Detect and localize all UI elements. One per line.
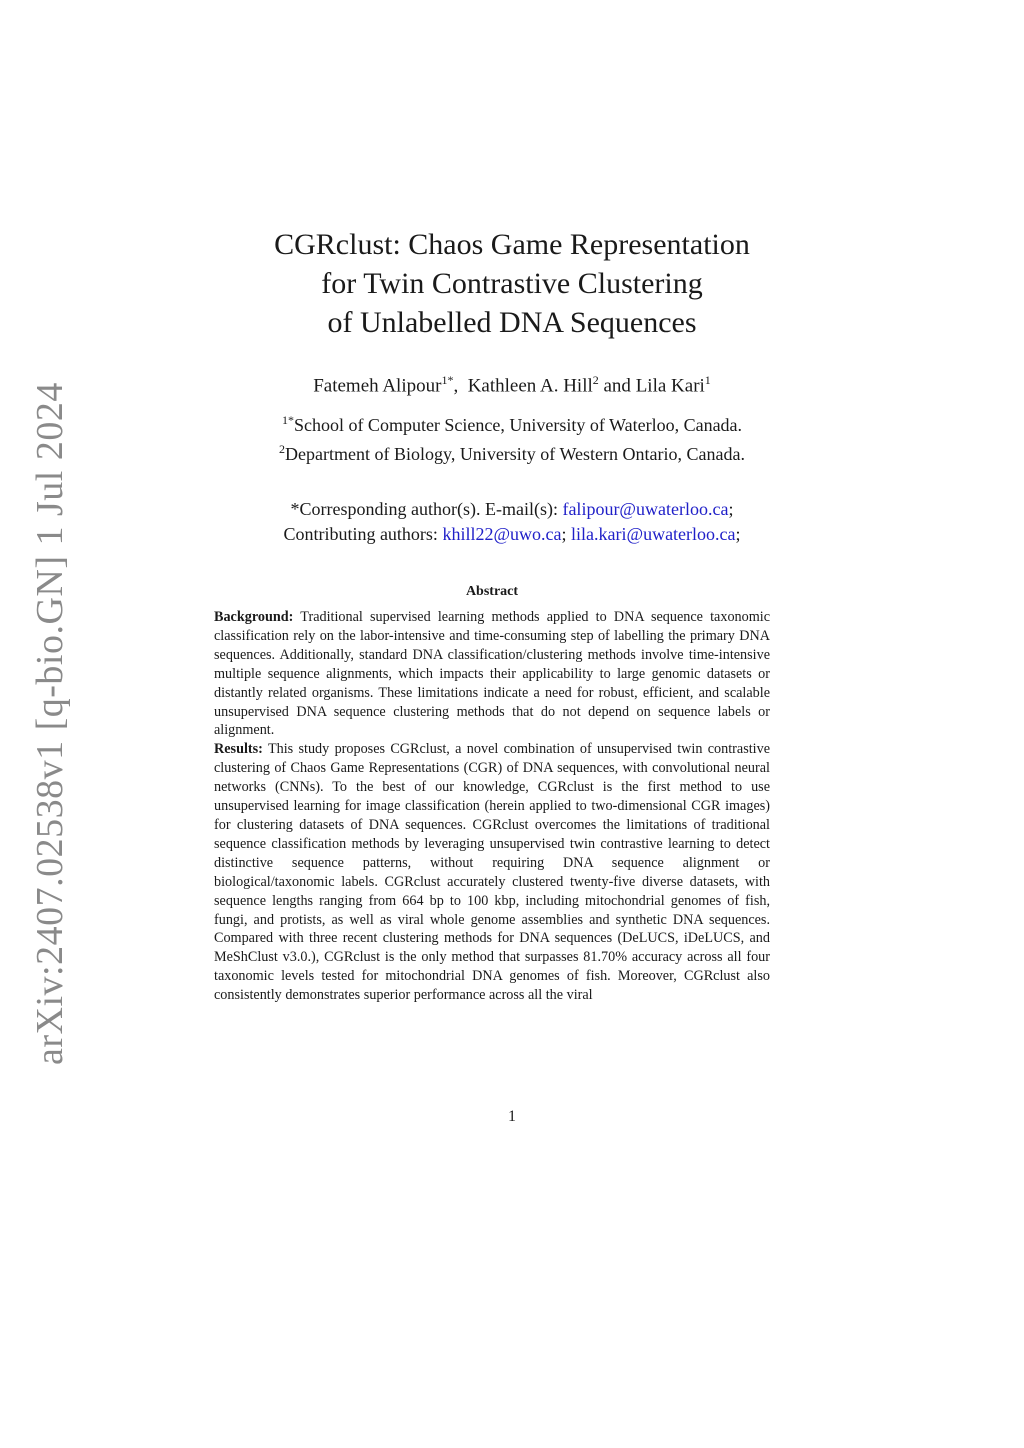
corresponding-email-link[interactable]: falipour@uwaterloo.ca (562, 499, 729, 519)
author-joiner: and (603, 375, 631, 397)
affiliation-1 (200, 408, 824, 437)
author-list: Fatemeh Alipour$^{1*}$, Kathleen A. Hill$^2$ and Lila Kari$^1$ (313, 373, 711, 397)
paper-title (200, 225, 824, 342)
author-name: Lila Kari (635, 375, 705, 397)
author-name: Fatemeh Alipour (313, 375, 442, 397)
affiliations (200, 408, 824, 466)
abstract-heading: Abstract (465, 584, 519, 599)
arxiv-identifier-stamp: arXiv:2407.02538v1 [q-bio.GN] 1 Jul 2024 (29, 382, 71, 1065)
affiliation-mark: 2 (279, 442, 286, 456)
affiliation-2 (200, 437, 824, 466)
abstract-background-paragraph (214, 608, 770, 740)
contributing-authors-line: Contributing authors: khill22@uwo.ca; lila.kari@uwaterloo.ca; (283, 524, 741, 544)
corresponding-author-line: *Corresponding author(s). E-mail(s): falipour@uwaterloo.ca; (290, 499, 734, 519)
title-line-1: CGRclust: Chaos Game Representation (274, 228, 750, 261)
contributing-email-link-1[interactable]: khill22@uwo.ca (442, 524, 562, 544)
contributing-email-link-2[interactable]: lila.kari@uwaterloo.ca (571, 524, 736, 544)
results-label: Results: (214, 741, 263, 758)
affiliation-mark: 1* (281, 413, 294, 427)
contact-emails (200, 497, 824, 547)
title-line-2: for Twin Contrastive Clustering (321, 267, 703, 300)
author-affiliation-mark: 1* (441, 373, 454, 387)
page-number: 1 (508, 1108, 516, 1125)
abstract-body (214, 608, 770, 1005)
background-label: Background: (214, 609, 294, 625)
author-name: Kathleen A. Hill (467, 375, 593, 397)
author-affiliation-mark: 2 (592, 373, 599, 387)
abstract-results-paragraph (214, 740, 770, 1005)
corresponding-label: *Corresponding author(s). E-mail(s): (290, 499, 558, 519)
contributing-label: Contributing authors: (283, 524, 438, 544)
author-affiliation-mark: 1 (704, 373, 711, 387)
affiliation-text: Department of Biology, University of Western Ontario, Canada. (285, 444, 745, 464)
title-line-3: of Unlabelled DNA Sequences (327, 306, 697, 339)
results-text: This study proposes CGRclust, a novel combination of unsupervised twin contrastive clustering of Chaos Game Representations (CGR) of DNA sequences, with convolutional neural networks (CNNs). To the best of our knowledge, CGRclust is the first method to use unsupervised learning for image classification (herein applied to two-dimensional CGR images) for clustering datasets of DNA sequences. CGRclust overcomes the limitations of traditional sequence classification methods by leveraging unsupervised twin contrastive learning to detect distinctive sequence patterns, without requiring DNA sequence alignment or biological/taxonomic labels. CGRclust accurately clustered twenty-five diverse datasets, with sequence lengths ranging from 664 bp to 100 kbp, including mitochondrial genomes of fish, fungi, and protists, as well as viral whole genome assemblies and synthetic DNA sequences. Compared with three recent clustering methods for DNA sequences (DeLUCS, iDeLUCS, and MeShClust v3.0.), CGRclust is the only method that surpasses 81.70% accuracy across all four taxonomic levels tested for mitochondrial DNA genomes of fish. Moreover, CGRclust also consistently demonstrates superior performance across all the viral (214, 741, 771, 1004)
background-text: Traditional supervised learning methods applied to DNA sequence taxonomic classification rely on the labor-intensive and time-consuming step of labelling the primary DNA sequences. Additionally, standard DNA classification/clustering methods involve time-intensive multiple sequence alignments, which impacts their applicability to large genomic datasets or distantly related organisms. These limitations indicate a need for robust, efficient, and scalable unsupervised DNA sequence clustering methods that do not depend on sequence labels or alignment. (214, 609, 771, 739)
affiliation-text: School of Computer Science, University of Waterloo, Canada. (293, 415, 743, 435)
